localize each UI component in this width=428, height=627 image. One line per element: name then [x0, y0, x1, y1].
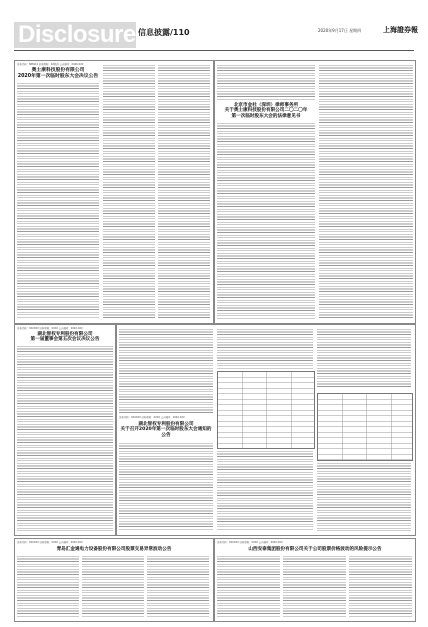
announcement-heading-line2: 公告: [161, 432, 171, 438]
announcement-title: [217, 103, 315, 119]
stock-code-line: 证券代码：XXXXXX 证券简称：XXXX 公告编号：2020-XXX: [119, 416, 185, 419]
announcement-heading: 关于奥士康科技股份有限公司二〇二〇年: [224, 108, 308, 114]
body-text-column: [317, 329, 411, 389]
body-text-column: [17, 83, 99, 319]
stock-code-line: 证券代码：688111 证券简称：XX股份 公告编号：2020-XXX: [17, 63, 84, 66]
body-text-column: [217, 556, 280, 617]
body-text-column: [82, 556, 144, 617]
body-text-column: [217, 451, 313, 531]
body-text-column: [17, 556, 79, 617]
masthead: [0, 0, 428, 56]
announcement-title: [17, 332, 113, 343]
company-name: 湖北智权专利股份有限公司: [37, 332, 93, 337]
announcement-board-resolution: [14, 324, 116, 536]
section-name: 信息披露: [138, 28, 170, 37]
announcement-heading: 第一届董事会第五次会议决议公告: [30, 337, 100, 343]
body-text-column: [283, 556, 346, 617]
masthead-paper-name: 上海證券報: [383, 25, 418, 34]
proxy-form-table: [317, 393, 413, 461]
law-firm-name: 北京市金杜（深圳）律师事务所: [233, 103, 299, 108]
announcement-price-risk: [214, 538, 416, 622]
company-name: 奥士康科技股份有限公司: [31, 68, 85, 73]
announcement-meeting-notice: [116, 324, 416, 536]
body-text-column: [119, 443, 213, 531]
announcement-title: [17, 68, 99, 79]
page-number: /110: [170, 28, 190, 37]
announcement-title: [119, 422, 213, 438]
body-text-column: [217, 65, 315, 101]
company-name: 湖北智权专利股份有限公司: [138, 422, 194, 427]
body-text-column: [147, 556, 209, 617]
stock-code-line: 证券代码：XXXXXX 证券简称：XXXX 公告编号：2020-XXX: [17, 541, 83, 544]
proposal-table: [217, 371, 315, 449]
body-text-column: [317, 463, 411, 531]
body-text-column: [319, 65, 413, 319]
body-text-column: [103, 65, 155, 319]
announcement-heading: 2020年第一次临时股东大会决议公告: [17, 73, 99, 79]
masthead-date: 2020年9月17日 星期四: [318, 28, 362, 33]
stock-code-line: 证券代码：XXXXXX 证券简称：XXXX 公告编号：2020-XXX: [17, 327, 83, 330]
stock-code-line: 证券代码：XXXXXX 证券简称：XXXX 公告编号：2020-XXX: [217, 541, 283, 544]
masthead-section: [138, 27, 190, 38]
announcement-title: 青岛汇金通电力设备股份有限公司股票交易异常波动公告: [56, 547, 172, 552]
announcement-trading-anomaly: [14, 538, 214, 622]
announcement-heading: 关于召开2020年第一次临时股东大会通知的: [120, 427, 212, 433]
body-text-column: [349, 556, 412, 617]
announcement-heading-line2: 第一次临时股东大会的法律意见书: [231, 113, 301, 119]
body-text-column: [217, 123, 315, 319]
masthead-wordmark: Disclosure: [14, 22, 136, 48]
announcement-shareholder-resolution: [14, 60, 214, 324]
body-text-column: [158, 65, 210, 319]
announcement-title: 山西安泰集团股份有限公司关于公司股票价格波动的风险提示公告: [248, 547, 382, 552]
body-text-column: [17, 346, 113, 531]
masthead-rule: [14, 50, 414, 51]
announcement-legal-opinion: [214, 60, 416, 324]
body-text-column: [119, 329, 213, 413]
body-text-column: [217, 329, 313, 369]
